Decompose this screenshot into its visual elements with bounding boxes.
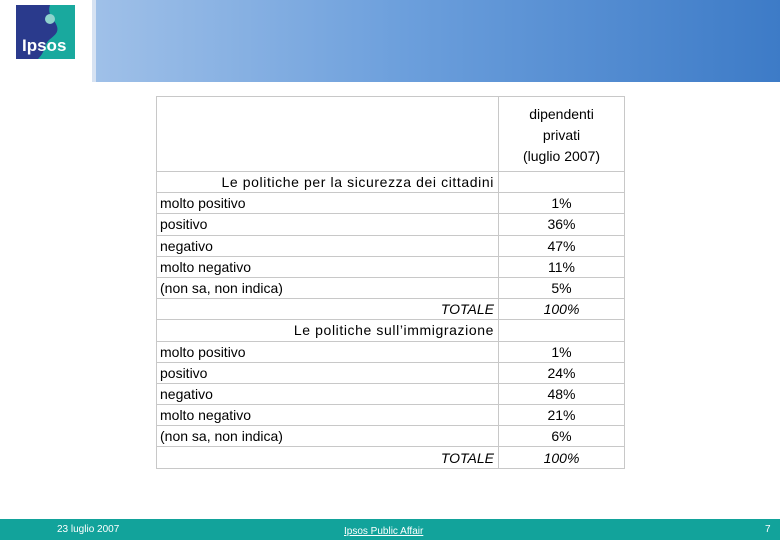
row-label: (non sa, non indica) <box>157 277 499 298</box>
table-row <box>157 256 625 277</box>
page-number: 7 <box>765 524 771 535</box>
footer-org-link[interactable]: Ipsos Public Affair <box>344 526 424 537</box>
logo-tile <box>0 0 92 82</box>
row-value: 47% <box>499 235 625 256</box>
total-row <box>157 447 625 468</box>
header-banner <box>96 0 780 82</box>
row-value: 36% <box>499 214 625 235</box>
footer-bar <box>0 519 780 540</box>
section-title-row <box>157 172 625 193</box>
results-table <box>156 96 624 469</box>
table-row <box>157 383 625 404</box>
table-row <box>157 341 625 362</box>
header <box>0 0 780 82</box>
row-value: 48% <box>499 383 625 404</box>
header-empty-cell <box>157 97 499 172</box>
table-row <box>157 235 625 256</box>
row-value: 6% <box>499 426 625 447</box>
svg-text:Ipsos: Ipsos <box>22 36 67 55</box>
ipsos-logo <box>16 5 75 59</box>
table-row <box>157 214 625 235</box>
total-value: 100% <box>499 299 625 320</box>
section-title: Le politiche sull’immigrazione <box>157 320 499 341</box>
section-title-row <box>157 320 625 341</box>
footer-date: 23 luglio 2007 <box>57 524 120 535</box>
table-row <box>157 193 625 214</box>
row-value: 5% <box>499 277 625 298</box>
table-row <box>157 405 625 426</box>
row-label: molto negativo <box>157 405 499 426</box>
column-header <box>499 97 625 172</box>
column-header-line: privati <box>542 126 581 143</box>
row-label: molto positivo <box>157 193 499 214</box>
table-row <box>157 277 625 298</box>
row-value: 1% <box>499 341 625 362</box>
total-label: TOTALE <box>157 447 499 468</box>
row-label: (non sa, non indica) <box>157 426 499 447</box>
table-header-row <box>157 97 625 172</box>
row-label: positivo <box>157 214 499 235</box>
row-label: molto negativo <box>157 256 499 277</box>
column-header-line: dipendenti <box>529 105 594 122</box>
column-header-line: (luglio 2007) <box>522 147 601 164</box>
row-label: negativo <box>157 383 499 404</box>
row-label: positivo <box>157 362 499 383</box>
row-value: 11% <box>499 256 625 277</box>
row-value: 24% <box>499 362 625 383</box>
table-row <box>157 426 625 447</box>
section-title: Le politiche per la sicurezza dei cittadini <box>157 172 499 193</box>
total-value: 100% <box>499 447 625 468</box>
total-label: TOTALE <box>157 299 499 320</box>
row-label: molto positivo <box>157 341 499 362</box>
section-empty-cell <box>499 172 625 193</box>
row-label: negativo <box>157 235 499 256</box>
total-row <box>157 299 625 320</box>
row-value: 1% <box>499 193 625 214</box>
row-value: 21% <box>499 405 625 426</box>
table-row <box>157 362 625 383</box>
section-empty-cell <box>499 320 625 341</box>
